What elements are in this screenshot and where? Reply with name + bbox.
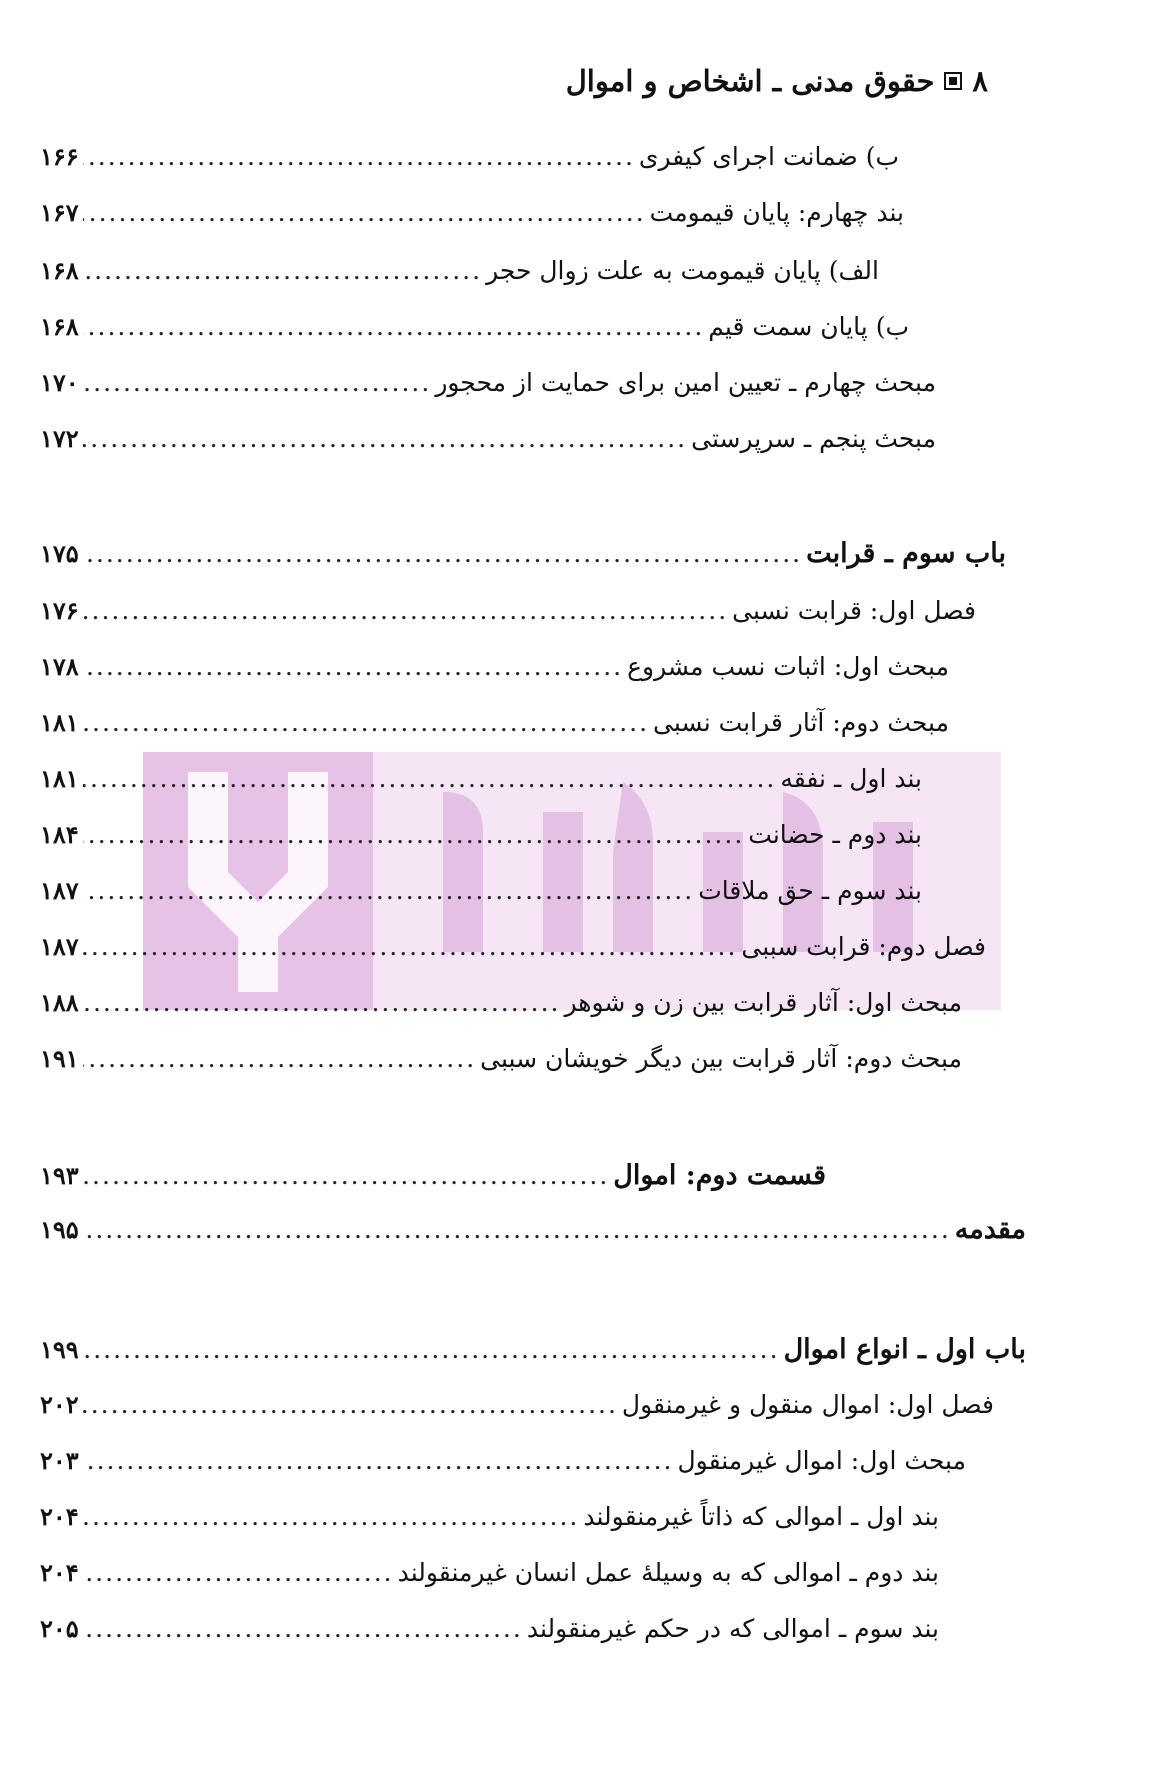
toc-entry xyxy=(40,1446,966,1475)
toc-entry-title: مبحث چهارم ـ تعیین امین برای حمایت از محجور xyxy=(435,368,936,397)
toc-entry-title: مبحث دوم: آثار قرابت بین دیگر خویشان سببی xyxy=(480,1044,962,1073)
toc-entry-title: بند اول ـ نفقه xyxy=(780,764,922,793)
toc-leader xyxy=(83,198,646,227)
toc-leader xyxy=(83,256,482,285)
toc-entry-page: ۱۹۹ xyxy=(40,1335,79,1364)
page-number: ۸ xyxy=(972,64,988,98)
toc-entry-title: بند دوم ـ اموالی که به وسیلهٔ عمل انسان غیرمنقولند xyxy=(397,1558,939,1587)
toc-entry xyxy=(40,876,922,905)
toc-entry-page: ۱۸۴ xyxy=(40,820,79,849)
toc-entry xyxy=(40,1390,994,1419)
toc-leader xyxy=(83,764,777,793)
toc-entry-page: ۱۷۶ xyxy=(40,596,79,625)
toc-entry-title: مبحث اول: اموال غیرمنقول xyxy=(677,1446,966,1475)
toc-entry xyxy=(40,256,879,285)
toc-entry-title: فصل اول: اموال منقول و غیرمنقول xyxy=(621,1390,994,1419)
toc-entry-part xyxy=(40,538,1006,569)
toc-entry xyxy=(40,1502,939,1531)
toc-entry-page: ۱۹۵ xyxy=(40,1215,79,1244)
toc-entry-page: ۲۰۴ xyxy=(40,1502,79,1531)
toc-leader xyxy=(83,596,728,625)
toc-entry-title: بند سوم ـ حق ملاقات xyxy=(698,876,922,905)
toc-entry-title: فصل اول: قرابت نسبی xyxy=(732,596,976,625)
toc-entry xyxy=(40,708,949,737)
toc-leader xyxy=(83,312,705,341)
toc-leader xyxy=(83,932,738,961)
toc-entry-section xyxy=(40,1214,1026,1245)
toc-entry-page: ۱۶۷ xyxy=(40,198,79,227)
toc-entry-page: ۱۸۷ xyxy=(40,932,79,961)
square-bullet-icon xyxy=(944,72,962,90)
toc-entry xyxy=(40,1044,962,1073)
toc-leader xyxy=(83,652,623,681)
toc-entry xyxy=(40,1558,939,1587)
toc-entry-title: قسمت دوم: اموال xyxy=(613,1160,826,1191)
toc-entry-page: ۱۸۱ xyxy=(40,764,79,793)
toc-entry-page: ۱۷۰ xyxy=(40,368,79,397)
toc-entry xyxy=(40,932,986,961)
toc-entry-page: ۱۷۸ xyxy=(40,652,79,681)
toc-entry-page: ۱۷۵ xyxy=(40,539,79,568)
toc-leader xyxy=(83,1614,523,1643)
toc-entry xyxy=(40,1614,939,1643)
toc-entry-title: فصل دوم: قرابت سببی xyxy=(741,932,986,961)
toc-entry-page: ۱۸۷ xyxy=(40,876,79,905)
toc-entry-title: الف) پایان قیمومت به علت زوال حجر xyxy=(486,256,879,285)
toc-entry-title: بند سوم ـ اموالی که در حکم غیرمنقولند xyxy=(526,1614,939,1643)
toc-entry-page: ۲۰۲ xyxy=(40,1390,79,1419)
toc-leader xyxy=(83,1446,674,1475)
toc-leader xyxy=(83,539,802,568)
toc-entry-page: ۱۶۸ xyxy=(40,256,79,285)
toc-entry xyxy=(40,142,899,171)
toc-leader xyxy=(83,876,695,905)
toc-entry-page: ۲۰۴ xyxy=(40,1558,79,1587)
toc-entry xyxy=(40,820,922,849)
toc-leader xyxy=(83,1502,580,1531)
toc-entry-title: مبحث دوم: آثار قرابت نسبی xyxy=(653,708,949,737)
toc-entry-page: ۱۹۳ xyxy=(40,1161,79,1190)
toc-entry xyxy=(40,652,949,681)
running-title: حقوق مدنی ـ اشخاص و اموال xyxy=(565,64,935,98)
toc-leader xyxy=(83,820,745,849)
toc-entry xyxy=(40,764,922,793)
toc-leader xyxy=(83,988,561,1017)
toc-entry xyxy=(40,198,904,227)
toc-entry xyxy=(40,368,936,397)
toc-entry-title: مقدمه xyxy=(954,1214,1026,1245)
toc-leader xyxy=(83,1390,618,1419)
toc-entry-page: ۱۶۸ xyxy=(40,312,79,341)
toc-leader xyxy=(83,1558,394,1587)
toc-entry-page: ۱۶۶ xyxy=(40,142,79,171)
toc-leader xyxy=(83,1215,951,1244)
toc-entry-title: باب اول ـ انواع اموال xyxy=(783,1334,1026,1365)
toc-entry-page: ۱۷۲ xyxy=(40,424,79,453)
page-header xyxy=(566,64,988,98)
toc-entry-page: ۱۹۱ xyxy=(40,1044,79,1073)
toc-entry-title: بند اول ـ اموالی که ذاتاً غیرمنقولند xyxy=(583,1502,939,1531)
toc-leader xyxy=(83,1044,476,1073)
toc-leader xyxy=(83,1161,610,1190)
toc-entry-title: باب سوم ـ قرابت xyxy=(806,538,1006,569)
toc-entry-title: ب) پایان سمت قیم xyxy=(708,312,909,341)
toc-entry-title: مبحث اول: اثبات نسب مشروع xyxy=(627,652,949,681)
toc-entry-title: مبحث پنجم ـ سرپرستی xyxy=(691,424,936,453)
toc-entry-page: ۲۰۵ xyxy=(40,1614,79,1643)
toc-entry-title: ب) ضمانت اجرای کیفری xyxy=(638,142,899,171)
toc-leader xyxy=(83,1335,780,1364)
toc-entry-title: بند دوم ـ حضانت xyxy=(748,820,922,849)
toc-entry-page: ۱۸۸ xyxy=(40,988,79,1017)
toc-entry xyxy=(40,424,936,453)
toc-entry xyxy=(40,988,962,1017)
toc-entry-part xyxy=(40,1334,1026,1365)
toc-entry xyxy=(40,312,909,341)
toc-leader xyxy=(83,424,687,453)
toc-entry-page: ۱۸۱ xyxy=(40,708,79,737)
toc-leader xyxy=(83,708,649,737)
toc-entry-page: ۲۰۳ xyxy=(40,1446,79,1475)
toc-entry-title: بند چهارم: پایان قیمومت xyxy=(649,198,904,227)
toc-entry xyxy=(40,596,976,625)
toc-entry-title: مبحث اول: آثار قرابت بین زن و شوهر xyxy=(564,988,962,1017)
toc-leader xyxy=(83,142,635,171)
toc-leader xyxy=(83,368,432,397)
toc-entry-section xyxy=(40,1160,826,1191)
